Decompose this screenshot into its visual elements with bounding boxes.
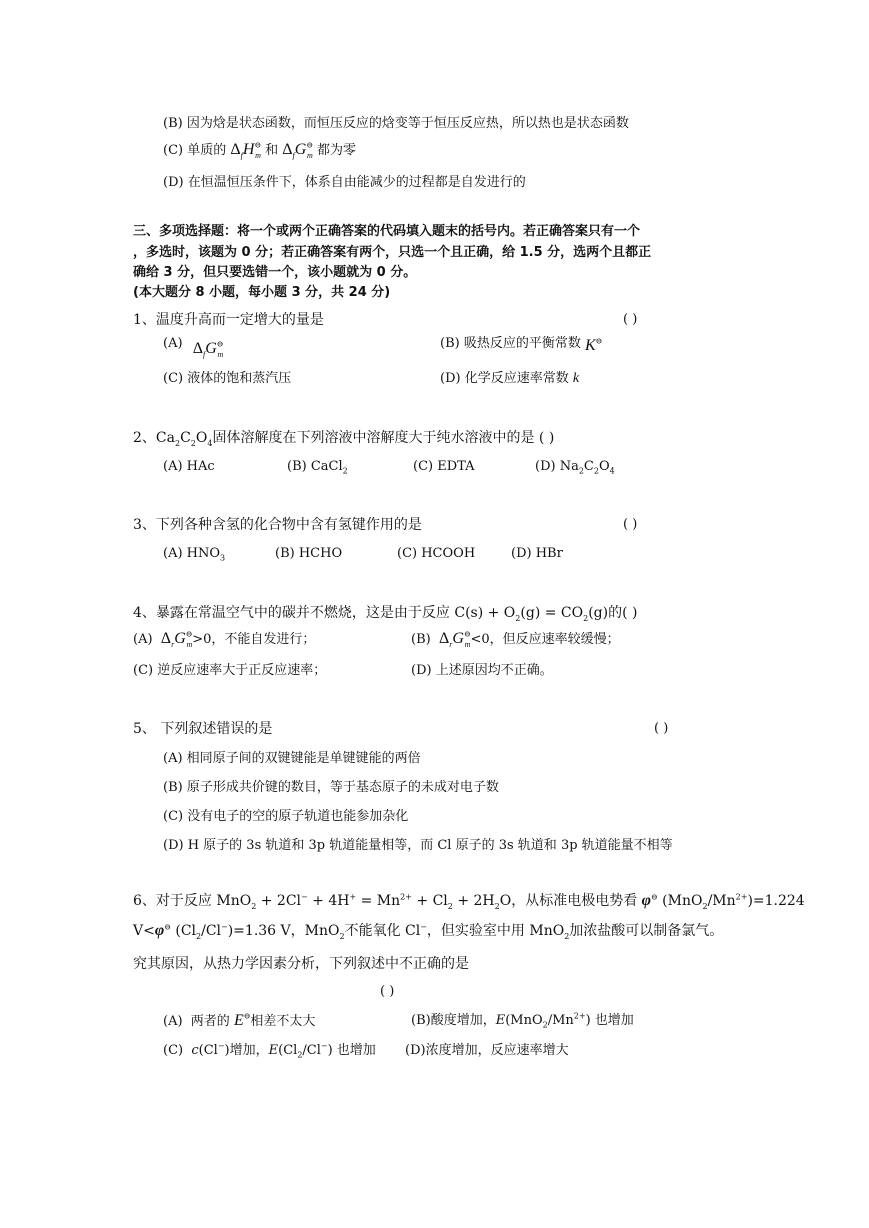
q6-option-c: (C) c(Cl−)增加，$E(Cl_2/Cl^-)$ 也增加 <box>163 1041 376 1060</box>
prev-option-c-mid: 和 <box>265 143 279 158</box>
q1-option-d-label: (D) 化学反应速率常数 <box>440 371 569 386</box>
q3-option-b: (B) HCHO <box>275 546 343 561</box>
q6-option-a: (A) 两者的 E⊖相差不太大 <box>163 1011 316 1029</box>
q1-option-a: (A) $\Delta_fG^⊖_m$ <box>163 336 224 360</box>
q5-stem: 5、 下列叙述错误的是 <box>133 721 273 737</box>
section3-line4: (本大题分 8 小题，每小题 3 分，共 24 分) <box>133 285 391 300</box>
q2-stem-text: 固体溶解度在下列溶液中溶解度大于纯水溶液中的是 <box>212 430 535 446</box>
q3-option-a: (A) $HNO_3$ <box>163 546 226 563</box>
q5-option-c: (C) 没有电子的空的原子轨道也能参加杂化 <box>163 809 409 824</box>
q3-option-c: (C) HCOOH <box>397 546 476 561</box>
q1-option-d: (D) 化学反应速率常数 k <box>440 371 580 386</box>
q4-option-b-text: <0，但反应速率较缓慢； <box>470 632 620 647</box>
q1-option-c: (C) 液体的饱和蒸汽压 <box>163 371 292 386</box>
q6-option-c-text: 增加， <box>229 1043 269 1058</box>
section3-line1: 三、多项选择题：将一个或两个正确答案的代码填入题末的括号内。若正确答案只有一个 <box>133 224 641 239</box>
prev-option-c: (C) 单质的 $\Delta_fH^⊖_m$ 和 $\Delta_fG^⊖_m$ 都为零 <box>163 140 356 161</box>
q1-answer-paren: ( ) <box>623 312 638 327</box>
q5-option-d: (D) H 原子的 3s 轨道和 3p 轨道能量相等，而 Cl 原子的 3s 轨道和 3p 轨道能量不相等 <box>163 838 673 853</box>
q5-answer-paren: ( ) <box>654 721 669 736</box>
q6-stem-line3: 究其原因，从热力学因素分析，下列叙述中不正确的是 <box>133 956 469 972</box>
q4-stem-part3: (g)的( ) <box>588 605 638 621</box>
q4-stem: 4、暴露在常温空气中的碳并不燃烧，这是由于反应 $C(s) + O_2(g) = CO_2(g)$的( ) <box>133 605 638 623</box>
q3-option-d: (D) HBr <box>511 546 563 561</box>
q1-option-a-label: (A) <box>163 336 183 351</box>
q6-option-a-text: 相差不太大 <box>250 1014 316 1029</box>
q6-stem-line2: V<φ⊖ $(Cl_2/Cl^-)=1.36$ V，MnO$_2$不能氧化 Cl−，但实验室中用 MnO$_2$加浓盐酸可以制备氯气。 <box>133 922 724 941</box>
q6-option-b: (B)酸度增加，$E(MnO_2/Mn^{2+})$ 也增加 <box>411 1011 634 1030</box>
q2-option-d-label: (D) Na <box>535 459 579 474</box>
q2-answer-paren: ( ) <box>538 430 555 446</box>
q3-option-a-label: (A) HNO <box>163 546 221 561</box>
q4-stem-part2: (g) = CO <box>520 605 584 621</box>
section3-line3: 确给 3 分，但只要选错一个，该小题就为 0 分。 <box>133 265 417 280</box>
q4-stem-part1: 4、暴露在常温空气中的碳并不燃烧，这是由于反应 C(s) + O <box>133 605 516 621</box>
q2-option-b-label: (B) CaCl <box>287 459 343 474</box>
q4-option-a: (A) $\Delta_rG^⊖_m>0$，不能自发进行； <box>133 629 316 650</box>
q4-option-b: (B) $\Delta_rG^⊖_m<0$，但反应速率较缓慢； <box>411 629 620 650</box>
q6-stem-line1: 6、对于反应 $MnO_2 + 2Cl^- + 4H^+ = Mn^{2+} + Cl_2 + 2H_2O$，从标准电极电势看 φ⊖ $(MnO_2/Mn^{2+})=1.224$ <box>133 892 805 911</box>
q1-option-b-label: (B) 吸热反应的平衡常数 <box>440 336 581 351</box>
q6-answer-paren: ( ) <box>380 984 395 999</box>
q6-option-b-label: (B)酸度增加， <box>411 1013 496 1028</box>
q2-option-c: (C) EDTA <box>413 459 475 474</box>
q5-option-b: (B) 原子形成共价键的数目，等于基态原子的未成对电子数 <box>163 780 499 795</box>
q4-option-d: (D) 上述原因均不正确。 <box>411 663 553 678</box>
q2-stem: 2、$Ca_2C_2O_4$固体溶解度在下列溶液中溶解度大于纯水溶液中的是 ( ) <box>133 430 555 448</box>
prev-option-c-pre: (C) 单质的 <box>163 143 227 158</box>
prev-option-c-post: 都为零 <box>316 143 356 158</box>
prev-option-b: (B) 因为焓是状态函数，而恒压反应的焓变等于恒压反应热，所以热也是状态函数 <box>163 116 629 131</box>
q5-option-a: (A) 相同原子间的双键键能是单键键能的两倍 <box>163 751 421 766</box>
q4-option-c: (C) 逆反应速率大于正反应速率； <box>133 663 327 678</box>
q4-option-a-text: >0，不能自发进行； <box>192 632 316 647</box>
section3-line2: ，多选时，该题为 0 分；若正确答案有两个，只选一个且正确，给 1.5 分，选两个且都正 <box>133 245 652 260</box>
prev-option-d: (D) 在恒温恒压条件下，体系自由能减少的过程都是自发进行的 <box>163 175 526 190</box>
q1-option-b: (B) 吸热反应的平衡常数 K⊖ <box>440 336 603 354</box>
q1-stem: 1、温度升高而一定增大的量是 <box>133 312 324 328</box>
q2-option-a: (A) HAc <box>163 459 215 474</box>
q2-option-b: (B) CaCl$_2$ <box>287 459 348 476</box>
q6-option-d: (D)浓度增加，反应速率增大 <box>405 1043 569 1058</box>
q3-answer-paren: ( ) <box>623 517 638 532</box>
q2-option-d: (D) $Na_2C_2O_4$ <box>535 459 615 476</box>
q3-stem: 3、下列各种含氢的化合物中含有氢键作用的是 <box>133 517 422 533</box>
